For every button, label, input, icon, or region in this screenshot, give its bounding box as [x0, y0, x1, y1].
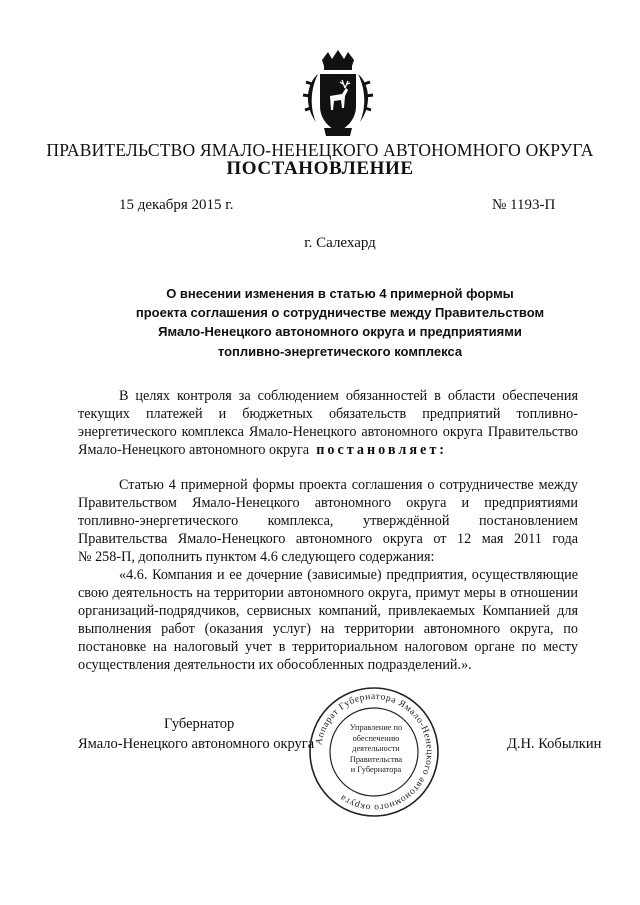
text-line: Статью 4 примерной формы проекта соглашения о сотрудничестве между — [119, 477, 578, 493]
text-line: Правительства Ямало-Ненецкого автономного округа от 12 мая 2011 года — [78, 531, 578, 547]
government-name: ПРАВИТЕЛЬСТВО ЯМАЛО-НЕНЕЦКОГО АВТОНОМНОГО ОКРУГА — [46, 140, 594, 160]
signatory-region: Ямало-Ненецкого автономного округа — [78, 736, 315, 752]
last-line-text: Ямало-Ненецкого автономного округа — [78, 442, 310, 458]
text-line: выполнения работ (оказания услуг) на территории автономного округа, по — [78, 621, 578, 637]
title-line: О внесении изменения в статью 4 примерной формы — [166, 286, 514, 301]
text-line: текущих платежей и бюджетных обязательств предприятий топливно- — [78, 406, 578, 422]
decree-number: № 1193-П — [492, 197, 556, 213]
resolve-word: постановляет: — [316, 442, 448, 458]
signatory-title: Губернатор — [164, 716, 235, 732]
decree-title — [90, 284, 590, 361]
text-line: осуществления деятельности их обособленных подразделений.». — [78, 657, 472, 673]
stamp-line: Правительства — [349, 754, 403, 764]
stamp-line: обеспечению — [352, 733, 400, 743]
signatory-name: Д.Н. Кобылкин — [507, 736, 602, 752]
decree-date: 15 декабря 2015 г. — [119, 197, 234, 213]
document-type: ПОСТАНОВЛЕНИЕ — [226, 158, 414, 179]
quoted-clause-paragraph — [78, 566, 578, 674]
text-line: топливно-энергетического комплекса, утверждённой постановлением — [78, 513, 578, 529]
stamp-line: деятельности — [352, 744, 400, 753]
title-line: топливно-энергетического комплекса — [217, 343, 463, 359]
title-line: Ямало-Ненецкого автономного округа и предприятиями — [158, 324, 522, 340]
stamp-line: Управление по — [349, 723, 403, 732]
coat-of-arms-icon — [298, 50, 378, 140]
text-line: энергетического комплекса Ямало-Ненецкого автономного округа Правительство — [78, 424, 578, 440]
stamp-ring-text: Аппарат Губернатора Ямало-Ненецкого автономного округа — [314, 691, 435, 813]
text-line: свою деятельность на территории автономного округа, примут меры в отношении — [78, 585, 578, 601]
city: г. Салехард — [304, 235, 376, 251]
text-line: «4.6. Компания и ее дочерние (зависимые) предприятия, осуществляющие — [119, 567, 578, 583]
stamp-line: и Губернатора — [350, 765, 402, 774]
operative-paragraph — [78, 476, 578, 566]
text-line — [78, 441, 578, 459]
stamp-center-text — [342, 723, 410, 776]
text-line: организаций-подрядчиков, сервисных компаний, привлекаемых Компанией для — [78, 603, 578, 619]
text-line: В целях контроля за соблюдением обязанностей в области обеспечения — [119, 388, 578, 404]
text-line: № 258-П, дополнить пунктом 4.6 следующего содержания: — [78, 549, 435, 565]
text-line: постановке на налоговый учет в территориальном налоговом органе по месту — [78, 639, 578, 655]
title-line: проекта соглашения о сотрудничестве между Правительством — [135, 305, 545, 321]
preamble-paragraph — [78, 387, 578, 459]
text-line: Правительством Ямало-Ненецкого автономного округа и предприятиями — [78, 495, 578, 511]
